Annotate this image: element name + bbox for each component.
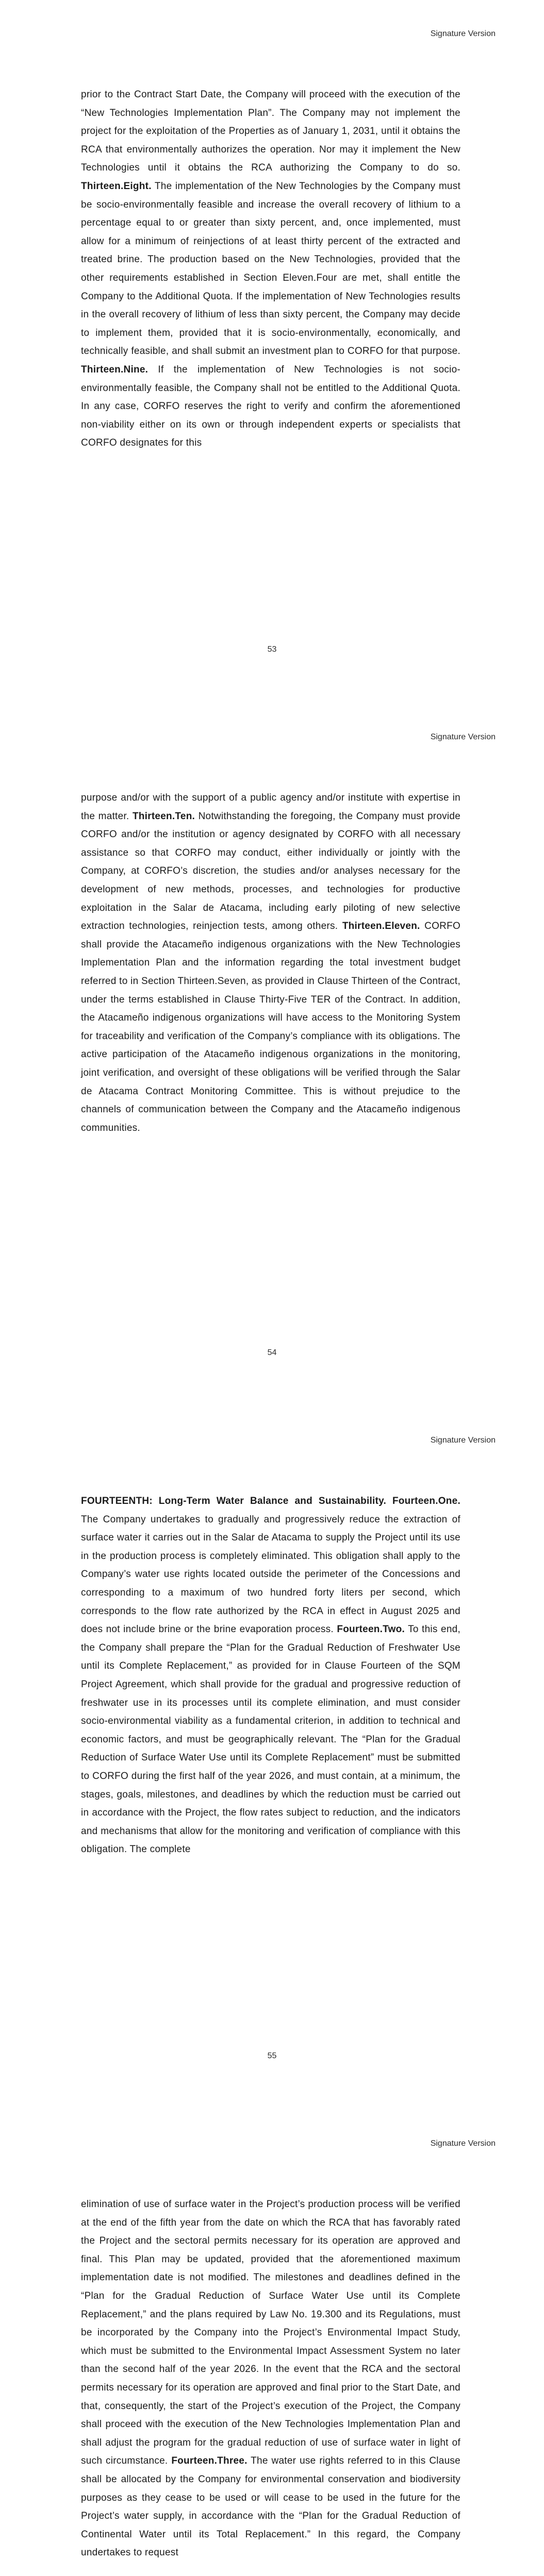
document-page	[0, 1406, 544, 2110]
page-body-text	[81, 2195, 460, 2562]
page-body-text	[81, 86, 460, 452]
section-heading-run: Fourteen.Two.	[337, 1624, 405, 1635]
body-text-run: If the implementation of New Technologies is not socio-environmentally feasible, the Company shall not be entitled to the Additional Quota. In any case, CORFO reserves the right to verify and confirm the aforementioned non-viability either on its own or through independent experts or specialists that CORFO designates for this	[81, 364, 460, 449]
page-number: 53	[267, 645, 277, 654]
body-text-run: elimination of use of surface water in the Project’s production process will be verified at the end of the fifth year from the date on which the RCA that has favorably rated the Project and the sectoral permits necessary for its operation are approved and final. This Plan may be updated, provided that the aforementioned maximum implementation date is not modified. The milestones and deadlines defined in the “Plan for the Gradual Reduction of Surface Water Use until its Complete Replacement,” and the plans required by Law No. 19.300 and its Regulations, must be incorporated by the Company into the Project’s Environmental Impact Study, which must be submitted to the Environmental Impact Assessment System no later than the second half of the year 2026. In the event that the RCA and the sectoral permits necessary for its operation are approved and final prior to the Start Date, and that, consequently, the start of the Project’s execution of the Project, the Company shall proceed with the execution of the New Technologies Implementation Plan and shall adjust the program for the gradual reduction of use of surface water in light of such circumstance.	[81, 2199, 460, 2467]
section-heading-run: Fourteen.Three.	[171, 2455, 248, 2467]
document-page	[0, 0, 544, 703]
section-heading-run: Thirteen.Nine.	[81, 364, 149, 375]
document-page	[0, 703, 544, 1406]
page-number: 54	[267, 1348, 277, 1357]
signature-version-label: Signature Version	[430, 2139, 496, 2148]
signature-version-label: Signature Version	[430, 1436, 496, 1445]
body-text-run: purpose and/or with the support of a public agency and/or institute with expertise in the matter.	[81, 792, 460, 822]
body-text-run: The water use rights referred to in this Clause shall be allocated by the Company for environmental conservation and biodiversity purposes as they cease to be used or will cease to be used in the future for the Project’s water supply, in accordance with the “Plan for the Gradual Reduction of Continental Water until its Total Replacement.” In this regard, the Company undertakes to request	[81, 2455, 460, 2558]
body-text-run: CORFO shall provide the Atacameño indigenous organizations with the New Technologies Implementation Plan and the information regarding the total investment budget referred to in Section Thirteen.Seven, as provided in Clause Thirteen of the Contract, under the terms established in Clause Thirty-Five TER of the Contract. In addition, the Atacameño indigenous organizations will have access to the Monitoring System for traceability and verification of the Company’s compliance with its obligations. The active participation of the Atacameño indigenous organizations in the monitoring, joint verification, and oversight of these obligations will be verified through the Salar de Atacama Contract Monitoring Committee. This is without prejudice to the channels of communication between the Company and the Atacameño indigenous communities.	[81, 921, 460, 1133]
body-text-run: Notwithstanding the foregoing, the Company must provide CORFO and/or the institution or agency designated by CORFO with all necessary assistance so that CORFO may conduct, either individually or jointly with the Company, at CORFO’s discretion, the studies and/or analyses necessary for the development of new methods, processes, and technologies for productive exploitation in the Salar de Atacama, including early piloting of new selective extraction technologies, reinjection tests, among others.	[81, 810, 461, 932]
document-page	[0, 2110, 544, 2576]
signature-version-label: Signature Version	[430, 29, 496, 38]
section-heading-run: Thirteen.Eleven.	[342, 921, 420, 932]
body-text-run: To this end, the Company shall prepare the “Plan for the Gradual Reduction of Freshwater Use until its Complete Replacement,” as provided for in Clause Fourteen of the SQM Project Agreement, which shall provide for the gradual and progressive reduction of freshwater use in its processes until its complete elimination, and must consider socio-environmental viability as a fundamental criterion, in addition to technical and economic factors, and must be geographically relevant. The “Plan for the Gradual Reduction of Surface Water Use until its Complete Replacement” must be submitted to CORFO during the first half of the year 2026, and must contain, at a minimum, the stages, goals, milestones, and deadlines by which the reduction must be carried out in accordance with the Project, the flow rates subject to reduction, and the indicators and mechanisms that allow for the monitoring and verification of compliance with this obligation. The complete	[81, 1624, 460, 1855]
page-number: 55	[267, 2052, 277, 2060]
section-heading-run: FOURTEENTH: Long-Term Water Balance and Sustainability. Fourteen.One.	[81, 1496, 460, 1506]
body-text-run: The implementation of the New Technologies by the Company must be socio-environmentally feasible and increase the overall recovery of lithium to a percentage equal to or greater than sixty percent, and, once implemented, must allow for a minimum of reinjections of at least thirty percent of the extracted and treated brine. The production based on the New Technologies, provided that the other requirements established in Section Eleven.Four are met, shall entitle the Company to the Additional Quota. If the implementation of New Technologies results in the overall recovery of lithium of less than sixty percent, the Company may decide to implement them, provided that it is socio-environmentally, economically, and technically feasible, and shall submit an investment plan to CORFO for that purpose.	[81, 180, 460, 357]
signature-version-label: Signature Version	[430, 733, 496, 741]
body-text-run: The Company undertakes to gradually and progressively reduce the extraction of surface water it carries out in the Salar de Atacama to supply the Project until its use in the production process is completely eliminated. This obligation shall apply to the Company’s water use rights located outside the perimeter of the Concessions and corresponding to a maximum of two hundred forty liters per second, which corresponds to the flow rate authorized by the RCA in effect in August 2025 and does not include brine or the brine evaporation process.	[81, 1514, 460, 1635]
body-text-run: prior to the Contract Start Date, the Company will proceed with the execution of the “New Technologies Implementation Plan”. The Company may not implement the project for the exploitation of the Properties as of January 1, 2031, until it obtains the RCA that environmentally authorizes the operation. Nor may it implement the New Technologies until it obtains the RCA authorizing the Company to do so.	[81, 89, 460, 174]
page-body-text	[81, 789, 460, 1137]
section-heading-run: Thirteen.Ten.	[132, 810, 195, 822]
page-body-text	[81, 1492, 460, 1859]
section-heading-run: Thirteen.Eight.	[81, 180, 152, 192]
